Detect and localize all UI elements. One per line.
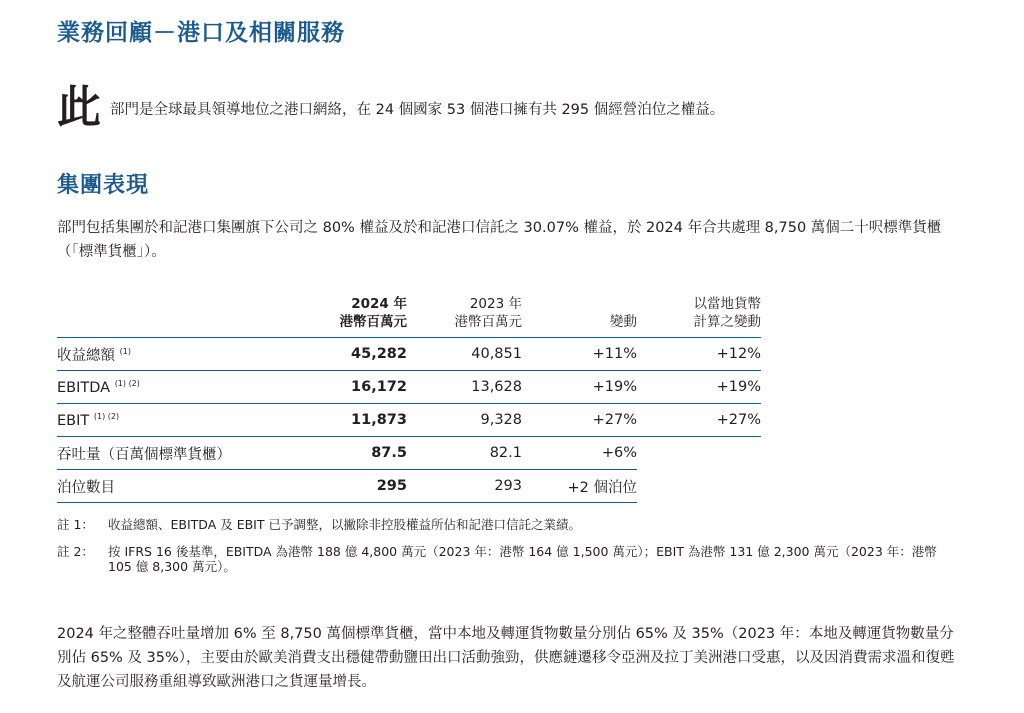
page-title: 業務回顧－港口及相關服務	[57, 19, 345, 46]
value-local-change: +12%	[637, 338, 761, 371]
paragraph-overview: 部門包括集團於和記港口集團旗下公司之 80% 權益及於和記港口信託之 30.07% 權益，於 2024 年合共處理 8,750 萬個二十呎標準貨櫃（「標準貨櫃」）。	[57, 220, 942, 260]
row-label	[57, 437, 307, 470]
value-local-change: +19%	[637, 371, 761, 404]
footnote-text: 按 IFRS 16 後基準，EBITDA 為港幣 188 億 4,800 萬元（2023 年：港幣 164 億 1,500 萬元）；EBIT 為港幣 131 億 2,300 萬元（2023 年：港幣 105 億 8,300 萬元）。	[108, 544, 937, 574]
footnote-ref: (1) (2)	[114, 378, 140, 388]
row-label	[57, 338, 307, 371]
footnote-mark: 註 2：	[57, 544, 94, 559]
footnote-ref: (1)	[119, 346, 131, 356]
value-change: +11%	[522, 338, 637, 371]
footnote-mark: 註 1：	[57, 517, 94, 532]
section-title: 集團表現	[57, 172, 150, 198]
paragraph-throughput: 2024 年之整體吞吐量增加 6% 至 8,750 萬個標準貨櫃，當中本地及轉運貨物數量分別佔 65% 及 35%（2023 年：本地及轉運貨物數量分別佔 65% 及 35%），主要由於歐美消費支出穩健帶動鹽田出口活動強勁，供應鏈遷移令亞洲及拉丁美洲港口受惠，以及因消費需求溫和復甦及航運公司服務重組導致歐洲港口之貨運量增長。	[57, 626, 955, 690]
value-2024: 87.5	[307, 437, 407, 470]
value-change: +2 個泊位	[522, 470, 637, 503]
header-change: 變動	[610, 314, 637, 330]
value-change: +6%	[522, 437, 637, 470]
value-2023: 293	[407, 470, 522, 503]
header-local-line1: 以當地貨幣	[693, 296, 761, 312]
header-local-change	[637, 295, 761, 338]
header-2024-unit: 港幣百萬元	[339, 314, 407, 330]
row-label-text: 收益總額	[57, 347, 115, 364]
header-label-cell	[57, 295, 307, 338]
table-row	[57, 470, 761, 503]
header-2023-year: 2023 年	[469, 296, 522, 312]
value-change: +19%	[522, 371, 637, 404]
header-2024-year: 2024 年	[351, 296, 407, 312]
row-label	[57, 470, 307, 503]
value-2023: 82.1	[407, 437, 522, 470]
header-local-line2: 計算之變動	[693, 314, 761, 330]
value-2024: 45,282	[307, 338, 407, 371]
value-local-change	[637, 437, 761, 470]
header-2023-unit: 港幣百萬元	[454, 314, 522, 330]
row-label-text: EBITDA	[57, 379, 111, 396]
row-label	[57, 404, 307, 437]
header-2024	[307, 295, 407, 338]
footnote-text: 收益總額、EBITDA 及 EBIT 已予調整，以撇除非控股權益所佔和記港口信託之業績。	[108, 517, 581, 532]
intro-block	[57, 80, 957, 140]
value-2024: 11,873	[307, 404, 407, 437]
value-2023: 40,851	[407, 338, 522, 371]
financial-table	[57, 295, 761, 503]
value-2024: 295	[307, 470, 407, 503]
row-label-text: 吞吐量（百萬個標準貨櫃）	[57, 446, 231, 463]
footnote-ref: (1) (2)	[93, 411, 120, 421]
table-row	[57, 437, 761, 470]
header-2023	[407, 295, 522, 338]
row-label	[57, 371, 307, 404]
intro-text: 部門是全球最具領導地位之港口網絡，在 24 個國家 53 個港口擁有共 295 個經營泊位之權益。	[110, 102, 725, 118]
drop-cap: 此	[57, 82, 101, 133]
value-local-change: +27%	[637, 404, 761, 437]
table-header-row	[57, 295, 761, 338]
table-row	[57, 371, 761, 404]
value-2024: 16,172	[307, 371, 407, 404]
row-label-text: 泊位數目	[57, 479, 115, 496]
row-label-text: EBIT	[57, 412, 90, 429]
value-2023: 13,628	[407, 371, 522, 404]
table-row	[57, 404, 761, 437]
table-row	[57, 338, 761, 371]
value-local-change	[637, 470, 761, 503]
value-change: +27%	[522, 404, 637, 437]
value-2023: 9,328	[407, 404, 522, 437]
